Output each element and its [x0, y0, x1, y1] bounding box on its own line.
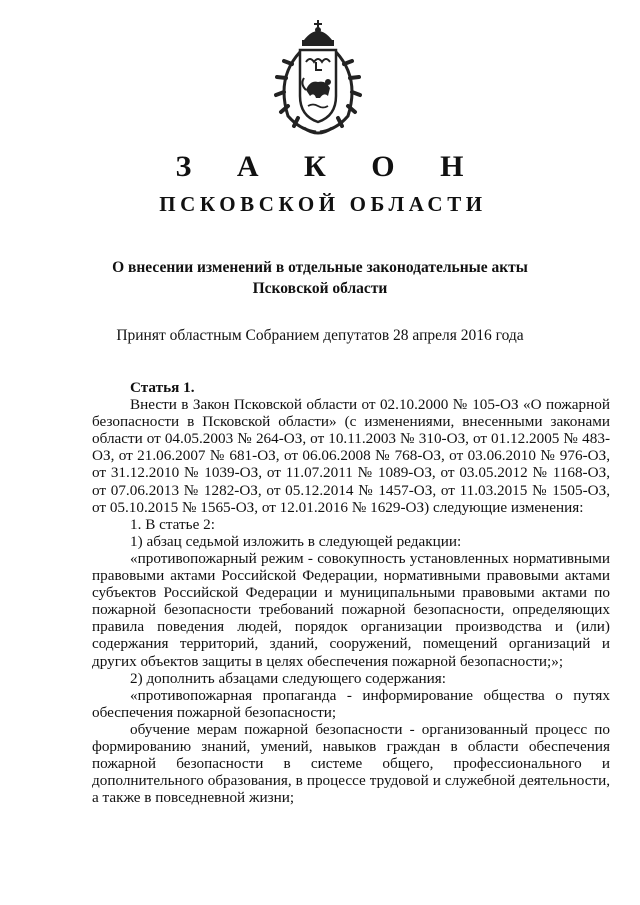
quote-paragraph-2: «противопожарная пропаганда - информирование общества о путях обеспечения пожарной безопасности;	[92, 686, 610, 721]
subitem-1: 1) абзац седьмой изложить в следующей редакции:	[130, 532, 462, 550]
quote-paragraph-1: «противопожарный режим - совокупность установленных нормативными правовыми актами Российской Федерации, нормативными правовыми актами субъектов Российской Федерации и муниципальными правовыми актами по пожарной безопасности требований пожарной безопасности, определяющих правила поведения людей, порядок организации производства и (или) содержания территорий, зданий, сооружений, помещений организаций и других объектов защиты в целях обеспечения пожарной безопасности;»;	[92, 549, 610, 670]
law-subject	[100, 257, 540, 299]
adoption-note: Принят областным Собранием депутатов 28 апреля 2016 года	[116, 327, 524, 344]
pskov-coat-of-arms-icon	[270, 18, 366, 140]
document-title: З А К О Н	[175, 150, 483, 183]
article-heading: Статья 1.	[130, 379, 195, 396]
quote-paragraph-3: обучение мерам пожарной безопасности - организованный процесс по формированию знаний, умений, навыков граждан в области обеспечения пожарной безопасности в системе общего, профессионального и дополнительного образования, в процессе трудовой и служебной деятельности, а также в повседневной жизни;	[92, 720, 610, 807]
law-subject-line-1: О внесении изменений в отдельные законодательные акты	[112, 259, 528, 276]
article-intro: Внести в Закон Псковской области от 02.10.2000 № 105-ОЗ «О пожарной безопасности в Псковской области» (с изменениями, внесенными законами области от 04.05.2003 № 264-ОЗ, от 10.11.2003 № 310-ОЗ, от 01.12.2005 № 483-ОЗ, от 21.06.2007 № 681-ОЗ, от 06.06.2008 № 768-ОЗ, от 03.06.2010 № 976-ОЗ, от 31.12.2010 № 1039-ОЗ, от 11.07.2011 № 1089-ОЗ, от 03.05.2012 № 1168-ОЗ, от 07.06.2013 № 1282-ОЗ, от 05.12.2014 № 1457-ОЗ, от 11.03.2015 № 1505-ОЗ, от 05.10.2015 № 1565-ОЗ, от 12.01.2016 № 1629-ОЗ) следующие изменения:	[92, 396, 610, 516]
region-name: ПСКОВСКОЙ ОБЛАСТИ	[159, 192, 487, 216]
law-subject-line-2: Псковской области	[252, 280, 388, 297]
subitem-2: 2) дополнить абзацами следующего содержания:	[130, 669, 446, 687]
article-body	[92, 379, 610, 806]
item-1: 1. В статье 2:	[130, 515, 215, 533]
